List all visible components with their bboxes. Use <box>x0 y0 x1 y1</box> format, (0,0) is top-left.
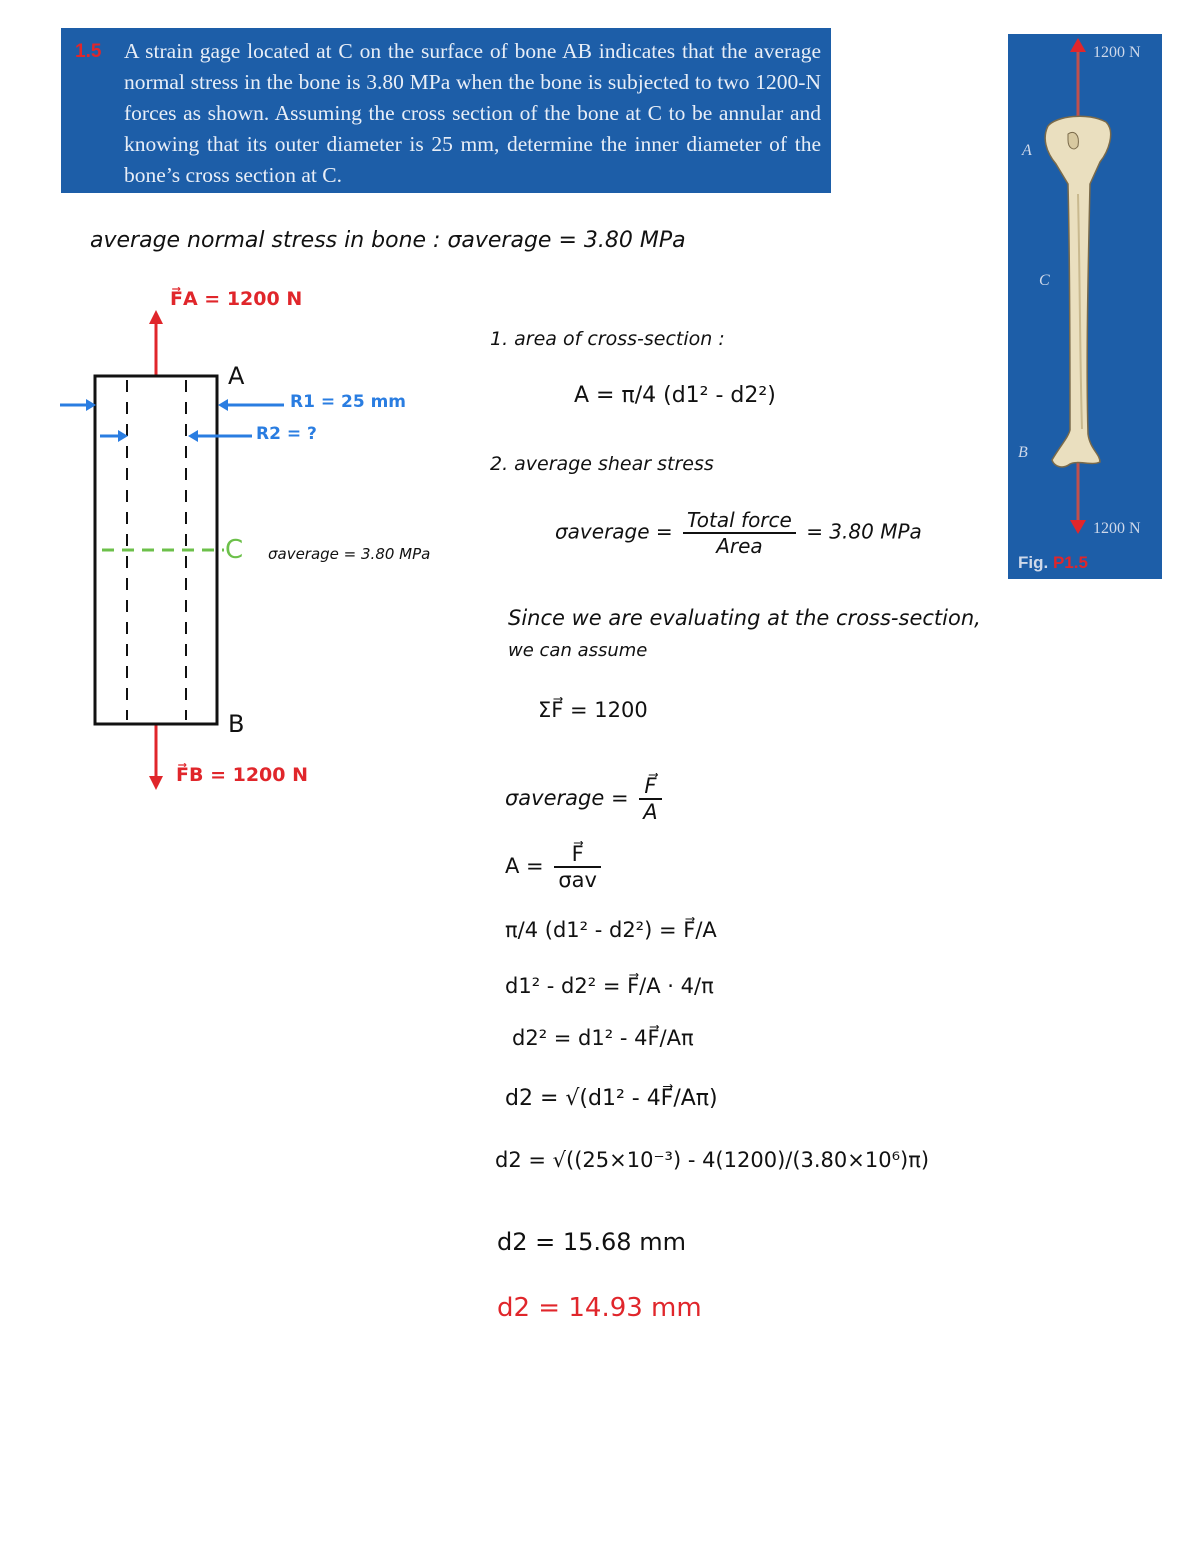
force-bottom-label: 1200 N <box>1093 520 1141 537</box>
diagram-stress-label: σaverage = 3.80 MPa <box>268 545 431 563</box>
diagram-label-c: C <box>225 535 244 565</box>
point-a-label: A <box>1022 142 1032 159</box>
average-stress-fraction <box>683 508 796 558</box>
average-stress-lhs: σaverage = <box>555 519 673 544</box>
average-stress-equation <box>555 508 922 558</box>
equation-5: d2² = d1² - 4F⃗/Aπ <box>512 1026 694 1050</box>
figure-caption-number: P1.5 <box>1052 553 1088 572</box>
stress-definition-numerator: F⃗ <box>639 774 661 800</box>
assumption-line-2: we can assume <box>508 640 648 661</box>
figure-caption-prefix: Fig. <box>1018 553 1049 572</box>
force-a-label: F⃗A = 1200 N <box>170 288 303 310</box>
stress-definition <box>505 774 666 824</box>
equation-6: d2 = √(d1² - 4F⃗/Aπ) <box>505 1086 718 1111</box>
assumption-line-1: Since we are evaluating at the cross-section, <box>508 606 981 630</box>
average-stress-denominator: Area <box>716 534 763 558</box>
r1-label: R1 = 25 mm <box>290 392 407 412</box>
average-stress-rhs: = 3.80 MPa <box>806 519 922 544</box>
equation-7: d2 = √((25×10⁻³) - 4(1200)/(3.80×10⁶)π) <box>495 1148 930 1172</box>
area-rearranged-lhs: A = <box>505 854 544 878</box>
step1-title: 1. area of cross-section : <box>490 328 725 350</box>
problem-text: A strain gage located at C on the surface of bone AB indicates that the average normal stress in the bone is 3.80 MPa when the bone is subjected to two 1200-N forces as shown. Assuming the cross section of the bone at C to be annular and knowing that its outer diameter is 25 mm, determine the inner diameter of the bone’s cross section at C. <box>124 39 821 187</box>
diagram-label-b: B <box>228 710 245 738</box>
problem-number: 1.5 <box>75 41 102 62</box>
area-rearranged-numerator: F⃗ <box>554 842 601 868</box>
r2-label: R2 = ? <box>256 424 317 444</box>
notes-heading: average normal stress in bone : σaverage = 3.80 MPa <box>90 228 686 253</box>
force-b-label: F⃗B = 1200 N <box>176 764 309 786</box>
area-equation: A = π/4 (d1² - d2²) <box>574 383 776 408</box>
point-c-label: C <box>1039 272 1050 289</box>
area-rearranged-denominator: σav <box>558 868 597 892</box>
area-rearranged <box>505 842 605 892</box>
step2-title: 2. average shear stress <box>490 453 714 475</box>
sum-of-forces: ΣF⃗ = 1200 <box>538 698 648 722</box>
result-first: d2 = 15.68 mm <box>497 1228 686 1256</box>
stress-definition-fraction <box>639 774 661 824</box>
stress-definition-denominator: A <box>643 800 658 824</box>
equation-4: d1² - d2² = F⃗/A · 4/π <box>505 974 714 998</box>
diagram-label-a: A <box>228 362 245 390</box>
stress-definition-lhs: σaverage = <box>505 786 629 810</box>
result-final: d2 = 14.93 mm <box>497 1293 702 1323</box>
force-top-label: 1200 N <box>1093 44 1141 61</box>
point-b-label: B <box>1018 444 1028 461</box>
area-rearranged-fraction <box>554 842 601 892</box>
average-stress-numerator: Total force <box>683 508 796 534</box>
equation-3: π/4 (d1² - d2²) = F⃗/A <box>505 918 717 942</box>
